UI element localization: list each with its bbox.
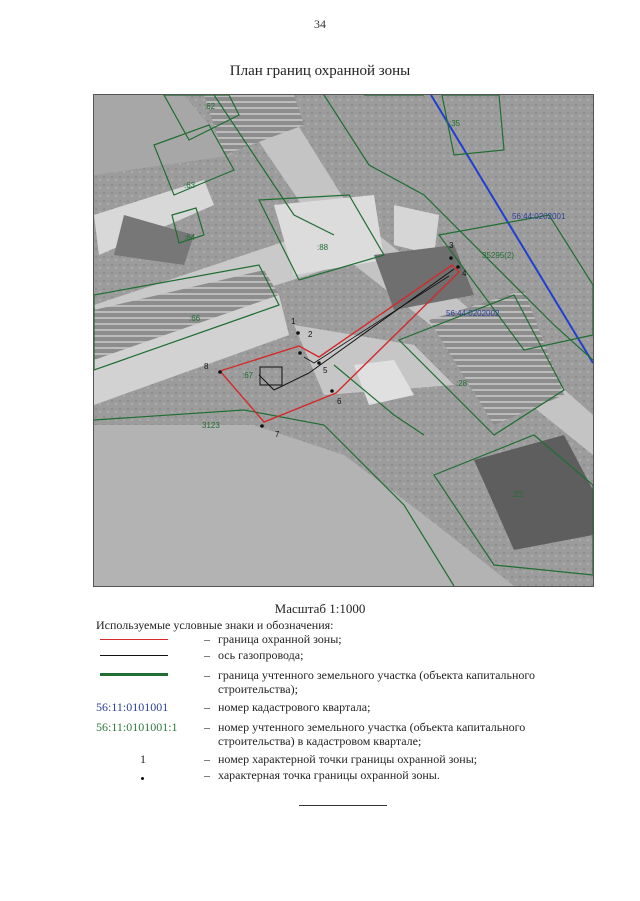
parcel-label-67: :67	[242, 371, 254, 380]
parcel-label-35295: 35295(2)	[482, 251, 515, 260]
point-3	[449, 256, 453, 260]
legend-dash: –	[204, 700, 210, 714]
point-label-3: 3	[449, 241, 454, 250]
footer-divider	[299, 805, 387, 806]
point-label-2: 2	[308, 330, 313, 339]
legend-dash: –	[204, 752, 210, 766]
point-label-8: 8	[204, 362, 209, 371]
page-title: План границ охранной зоны	[229, 63, 411, 79]
aerial-map[interactable]	[94, 95, 593, 586]
parcel-label-62: :62	[204, 102, 216, 111]
parcel-label-88: :88	[317, 243, 329, 252]
legend-text: характерная точка границы охранной зоны.	[218, 768, 440, 782]
point-label-1: 1	[291, 317, 296, 326]
black-line-icon	[100, 655, 168, 656]
legend-dash: –	[204, 648, 210, 662]
parcel-label-66: :66	[189, 314, 201, 323]
parcel-label-64: :64	[184, 233, 196, 242]
map-scale: Масштаб 1:1000	[274, 601, 366, 616]
point-4	[456, 265, 460, 269]
parcel-label-22: :22	[512, 490, 524, 499]
legend-symbol	[96, 768, 206, 782]
point-1	[296, 331, 300, 335]
legend-dash: –	[204, 668, 210, 682]
parcel-label-3123: 3123	[202, 421, 220, 430]
quarter-label-2: 56:44:0202002	[446, 309, 500, 318]
green-line-icon	[100, 673, 168, 676]
legend-symbol	[96, 752, 206, 766]
legend-text: номер характерной точки границы охранной зоны;	[218, 752, 478, 766]
legend-text: номер учтенного земельного участка (объекта капитального строительства) в кадастровом квартале;	[218, 720, 526, 748]
point-label-4: 4	[462, 269, 467, 278]
legend-dash: –	[204, 768, 210, 782]
legend-symbol	[96, 668, 206, 682]
legend-text: ось газопровода;	[218, 648, 304, 662]
quarter-label-1: 56:44:0202001	[512, 212, 566, 221]
point-8	[218, 370, 222, 374]
parcel-label-28: :28	[456, 379, 468, 388]
legend-symbol	[96, 632, 206, 646]
point-label-6: 6	[337, 397, 342, 406]
legend-symbol: 56:11:0101001	[96, 700, 169, 714]
point-6	[330, 389, 334, 393]
legend-symbol: 56:11:0101001:1	[96, 720, 178, 734]
point-number-sample: 1	[140, 752, 146, 766]
map-frame[interactable]	[93, 94, 594, 587]
point-label-5: 5	[323, 366, 328, 375]
legend-dash: –	[204, 720, 210, 734]
point-5	[317, 361, 321, 365]
legend-symbol	[96, 648, 206, 662]
point-label-7: 7	[275, 430, 280, 439]
legend-text: граница учтенного земельного участка (объекта капитального строительства);	[218, 668, 536, 696]
page-number: 34	[314, 17, 326, 31]
parcel-label-35: :35	[449, 119, 461, 128]
legend-dash: –	[204, 632, 210, 646]
parcel-label-63: :63	[184, 181, 196, 190]
legend-text: граница охранной зоны;	[218, 632, 342, 646]
red-line-icon	[100, 639, 168, 640]
legend-text: номер кадастрового квартала;	[218, 700, 371, 714]
legend-heading: Используемые условные знаки и обозначения:	[96, 618, 334, 632]
point-dot-icon	[141, 777, 144, 780]
point-2	[298, 351, 302, 355]
point-7	[260, 424, 264, 428]
